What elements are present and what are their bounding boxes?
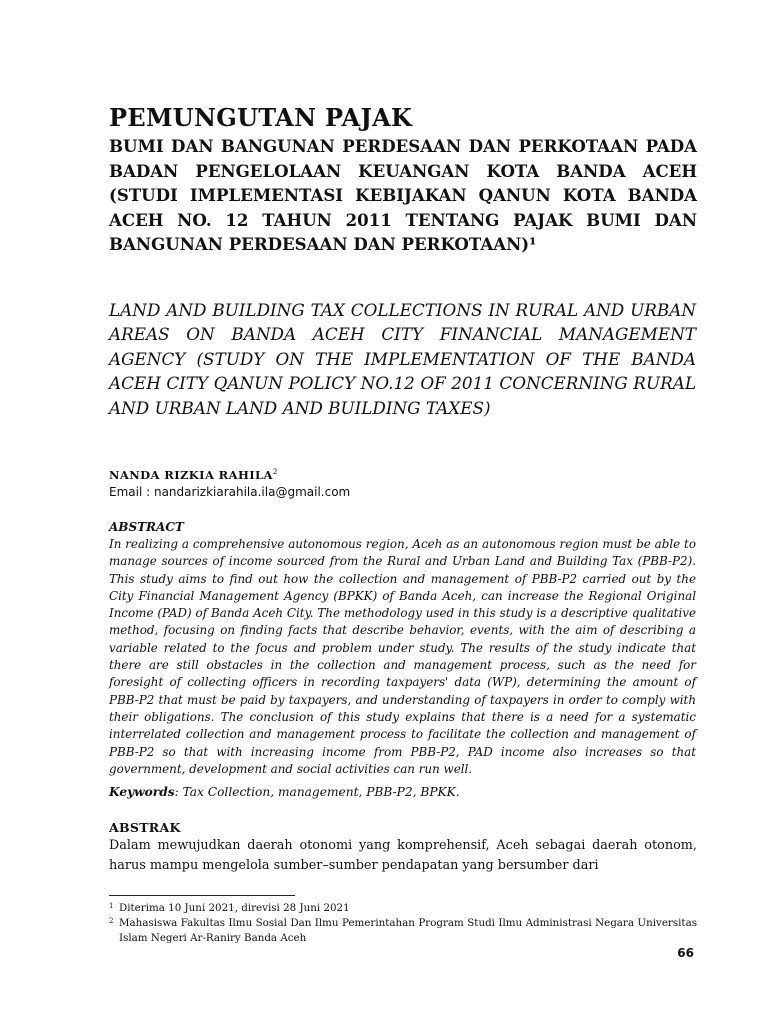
abstract-text: In realizing a comprehensive autonomous region, Aceh as an autonomous region must be able to manage sources of income sourced from the Rural and Urban Land and Building Tax (PBB-P2). This study aims to find out how the collection and management of PBB-P2 carried out by the City Financial Management Agency (BPKK) of Banda Aceh, can increase the Regional Original Income (PAD) of Banda Aceh City. The methodology used in this study is a descriptive qualitative method, focusing on finding facts that describe behavior, events, with the aim of describing a variable related to the focus and problem under study. The results of the study indicate that there are still obstacles in the collection and management process, such as the need for foresight of collecting officers in recording taxpayers' data (WP), determining the amount of PBB-P2 that must be paid by taxpayers, and understanding of taxpayers in order to comply with their obligations. The conclusion of this study explains that there is a need for a systematic interrelated collection and management process to facilitate the collection and management of PBB-P2 so that with increasing income from PBB-P2, PAD income also increases so that government, development and social activities can run well. <box>109 537 696 776</box>
footnote-1 <box>109 901 697 916</box>
author-line <box>109 464 278 483</box>
english-title: LAND AND BUILDING TAX COLLECTIONS IN RURAL AND URBAN AREAS ON BANDA ACEH CITY FINANCIAL MANAGEMENT AGENCY (STUDY ON THE IMPLEMENTATION OF THE BANDA ACEH CITY QANUN POLICY NO.12 OF 2011 CONCERNING RURAL AND URBAN LAND AND BUILDING TAXES) <box>109 300 696 418</box>
keywords-text: : Tax Collection, management, PBB-P2, BPKK. <box>174 785 460 799</box>
author-name: NANDA RIZKIA RAHILA <box>109 467 273 482</box>
footnote-2-mark: 2 <box>109 917 114 925</box>
footnote-1-text: Diterima 10 Juni 2021, direvisi 28 Juni 2021 <box>119 902 350 914</box>
author-email-line <box>109 484 350 500</box>
footnotes <box>109 901 697 946</box>
paper-subtitle: BUMI DAN BANGUNAN PERDESAAN DAN PERKOTAAN PADA BADAN PENGELOLAAN KEUANGAN KOTA BANDA ACEH (STUDI IMPLEMENTASI KEBIJAKAN QANUN KOTA BANDA ACEH NO. 12 TAHUN 2011 TENTANG PAJAK BUMI DAN BANGUNAN PERDESAAN DAN PERKOTAAN)¹ <box>109 136 697 255</box>
email-label: Email : <box>109 485 154 499</box>
author-email[interactable]: nandarizkiarahila.ila@gmail.com <box>153 485 351 499</box>
footnote-2 <box>109 916 697 946</box>
page-number: 66 <box>677 946 694 960</box>
abstrak-text: Dalam mewujudkan daerah otonomi yang komprehensif, Aceh sebagai daerah otonom, harus mampu mengelola sumber–sumber pendapatan yang bersumber dari <box>109 838 697 873</box>
keywords-label: Keywords <box>109 785 175 799</box>
keywords-line <box>109 784 696 800</box>
footnote-divider <box>109 895 295 896</box>
author-footnote-mark: 2 <box>272 468 278 476</box>
footnote-2-text: Mahasiswa Fakultas Ilmu Sosial Dan Ilmu Pemerintahan Program Studi Ilmu Administrasi Negara Universitas Islam Negeri Ar-Raniry Banda Aceh <box>119 917 697 944</box>
paper-title: PEMUNGUTAN PAJAK <box>109 103 413 132</box>
abstract-heading: ABSTRACT <box>109 520 184 534</box>
footnote-1-mark: 1 <box>109 902 114 910</box>
abstrak-heading: ABSTRAK <box>109 820 181 835</box>
